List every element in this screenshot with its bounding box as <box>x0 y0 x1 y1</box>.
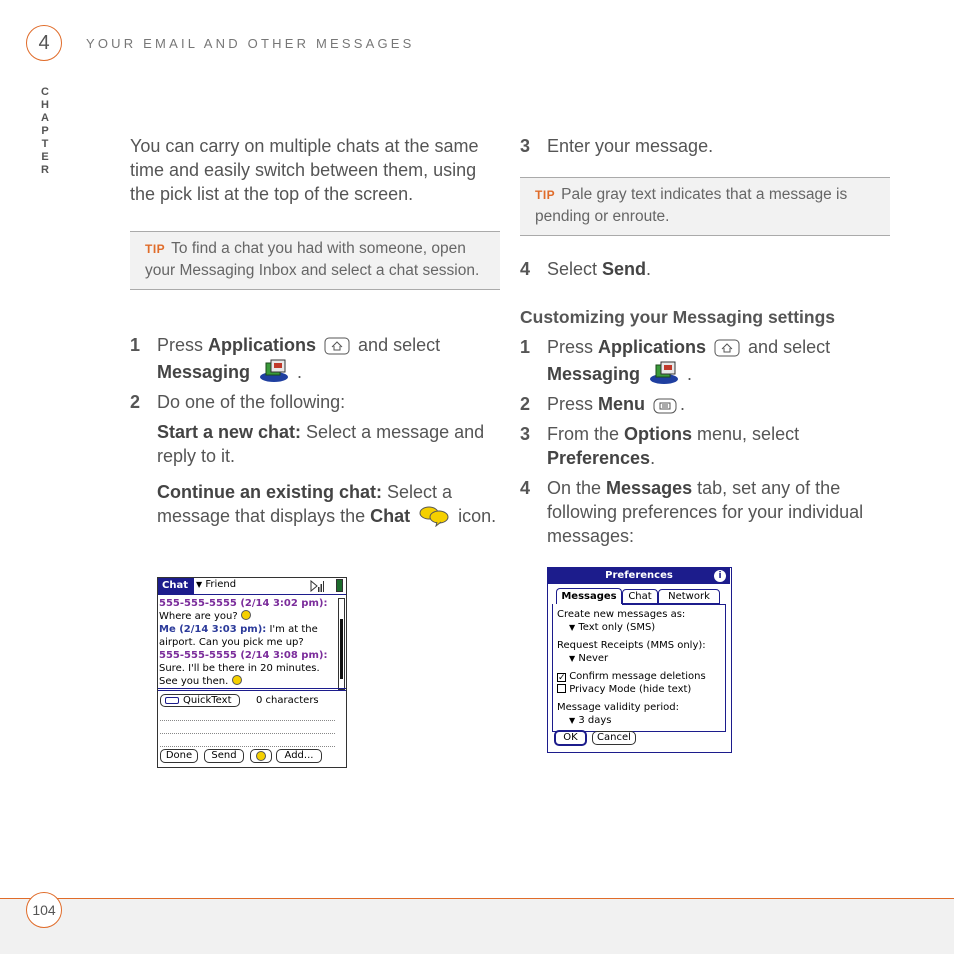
footer-band <box>0 899 954 954</box>
checkbox-empty-icon <box>557 684 566 693</box>
quicktext-button[interactable]: QuickText <box>160 694 240 707</box>
message-header: Me (2/14 3:03 pm): <box>159 624 267 635</box>
add-button[interactable]: Add... <box>276 749 322 763</box>
create-label: Create new messages as: <box>557 609 686 620</box>
running-head: YOUR EMAIL AND OTHER MESSAGES <box>86 36 415 51</box>
step-4-select-send: 4 Select Send. <box>520 259 652 279</box>
chat-picker[interactable]: ▼ Friend <box>196 579 237 590</box>
message-header: 555-555-5555 (2/14 3:02 pm): <box>159 598 328 609</box>
ok-button[interactable]: OK <box>554 730 587 746</box>
smiley-icon <box>256 751 266 761</box>
validity-picker[interactable]: ▼ 3 days <box>569 715 612 726</box>
step-3-enter-message: 3 Enter your message. <box>520 136 714 156</box>
battery-icon <box>336 579 343 592</box>
scrollbar[interactable] <box>338 598 345 690</box>
custom-step-3: 3 From the Options menu, select Preferences. <box>520 424 800 468</box>
smiley-icon <box>241 610 251 620</box>
receipts-label: Request Receipts (MMS only): <box>557 640 706 651</box>
chat-title-tab: Chat <box>158 578 194 594</box>
chapter-number: 4 <box>26 25 62 61</box>
preferences-form <box>557 608 727 727</box>
validity-label: Message validity period: <box>557 702 679 713</box>
tip-box <box>130 231 500 290</box>
character-count: 0 characters <box>256 695 319 706</box>
triangle-down-icon: ▼ <box>569 623 576 632</box>
create-picker[interactable]: ▼ Text only (SMS) <box>569 622 656 633</box>
messaging-icon <box>648 359 684 385</box>
chat-screen <box>157 577 347 768</box>
applications-icon <box>324 336 350 356</box>
info-icon[interactable]: i <box>714 570 726 582</box>
footer-rule <box>0 898 954 899</box>
send-button[interactable]: Send <box>204 749 244 763</box>
privacy-mode-checkbox[interactable]: Privacy Mode (hide text) <box>557 683 727 696</box>
custom-step-2: 2 Press Menu . <box>520 394 686 414</box>
sub-continue-chat: Continue an existing chat: Select a message that displays the Chat icon. <box>157 482 497 526</box>
quicktext-icon <box>165 697 179 704</box>
tip-box-pending <box>520 177 890 236</box>
tip-label: TIP <box>535 188 556 202</box>
chat-icon <box>418 505 450 527</box>
emoticon-button[interactable] <box>250 749 272 763</box>
preferences-screen <box>547 567 732 753</box>
message-header: 555-555-5555 (2/14 3:08 pm): <box>159 650 328 661</box>
cancel-button[interactable]: Cancel <box>592 731 636 745</box>
chat-transcript: 555-555-5555 (2/14 3:02 pm): Where are you? Me (2/14 3:03 pm): I'm at the airport. Can you pick me up? 555-555-5555 (2/14 3:08 pm): Sure. I'll be there in 20 minutes. See you then. <box>159 597 335 688</box>
receipts-picker[interactable]: ▼ Never <box>569 653 609 664</box>
tip-label: TIP <box>145 242 166 256</box>
messaging-icon <box>258 357 294 383</box>
checkbox-checked-icon: ✓ <box>558 673 566 683</box>
step-2: 2 Do one of the following: <box>130 392 346 412</box>
section-heading: Customizing your Messaging settings <box>520 307 836 327</box>
sub-start-new-chat: Start a new chat: Select a message and reply to it. <box>157 422 485 466</box>
custom-step-1: 1 Press Applications and select Messaging . <box>520 337 831 384</box>
page-number: 104 <box>26 892 62 928</box>
confirm-deletions-checkbox[interactable]: ✓ Confirm message deletions <box>558 671 706 683</box>
triangle-down-icon: ▼ <box>569 716 576 725</box>
preferences-title: Preferences <box>548 568 730 584</box>
triangle-down-icon: ▼ <box>569 654 576 663</box>
applications-icon <box>714 338 740 358</box>
chapter-label: C H A P T E R <box>41 86 49 176</box>
smiley-icon <box>232 675 242 685</box>
tab-network[interactable]: Network <box>658 589 720 604</box>
triangle-down-icon: ▼ <box>196 580 203 589</box>
tip-text: To find a chat you had with someone, open your Messaging Inbox and select a chat session. <box>145 240 480 279</box>
step-1: 1 Press Applications and select Messaging . <box>130 335 441 382</box>
intro-paragraph: You can carry on multiple chats at the same time and easily switch between them, using the pick list at the top of the screen. <box>130 136 479 204</box>
signal-icon <box>310 580 324 592</box>
custom-step-4: 4 On the Messages tab, set any of the following preferences for your individual messages: <box>520 478 864 546</box>
menu-icon <box>653 397 677 415</box>
tab-chat[interactable]: Chat <box>622 589 658 604</box>
tip-text: Pale gray text indicates that a message is pending or enroute. <box>535 186 848 225</box>
done-button[interactable]: Done <box>160 749 198 763</box>
tab-messages[interactable]: Messages <box>556 588 622 604</box>
